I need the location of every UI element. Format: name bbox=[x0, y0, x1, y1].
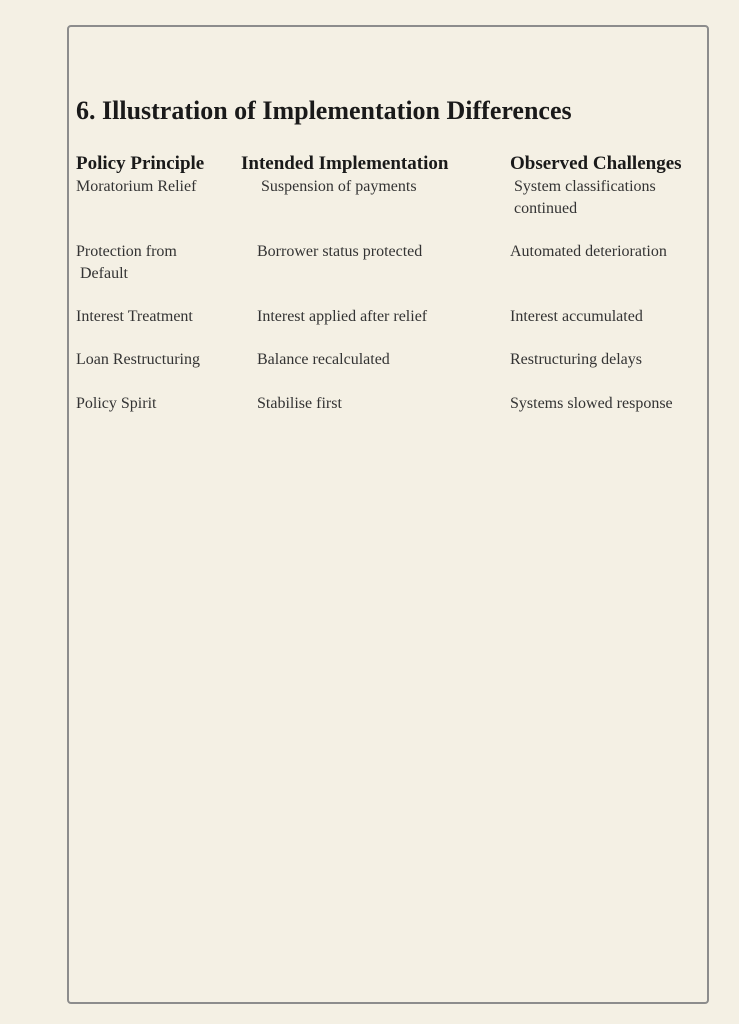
row-4-policy: Loan Restructuring bbox=[76, 351, 200, 368]
row-3-observed: Interest accumulated bbox=[510, 308, 643, 325]
row-2-policy bbox=[76, 241, 177, 285]
row-1-observed-line-2: continued bbox=[514, 200, 578, 217]
row-5-intended: Stabilise first bbox=[257, 395, 342, 412]
row-1-observed bbox=[514, 176, 656, 220]
row-1-intended: Suspension of payments bbox=[261, 178, 417, 195]
page-title: 6. Illustration of Implementation Differences bbox=[76, 96, 572, 125]
row-3-policy: Interest Treatment bbox=[76, 308, 193, 325]
row-5-policy: Policy Spirit bbox=[76, 395, 157, 412]
row-4-observed: Restructuring delays bbox=[510, 351, 642, 368]
header-intended-implementation: Intended Implementation bbox=[241, 153, 449, 174]
row-2-observed: Automated deterioration bbox=[510, 243, 667, 260]
row-5-observed: Systems slowed response bbox=[510, 395, 673, 412]
row-1-observed-line-1: System classifications bbox=[514, 178, 656, 195]
row-2-policy-line-2: Default bbox=[80, 265, 128, 282]
header-policy-principle: Policy Principle bbox=[76, 153, 205, 174]
row-4-intended: Balance recalculated bbox=[257, 351, 390, 368]
row-2-intended: Borrower status protected bbox=[257, 243, 423, 260]
header-observed-challenges: Observed Challenges bbox=[510, 153, 682, 174]
row-3-intended: Interest applied after relief bbox=[257, 308, 428, 325]
row-1-policy: Moratorium Relief bbox=[76, 178, 197, 195]
row-2-policy-line-1: Protection from bbox=[76, 243, 177, 260]
